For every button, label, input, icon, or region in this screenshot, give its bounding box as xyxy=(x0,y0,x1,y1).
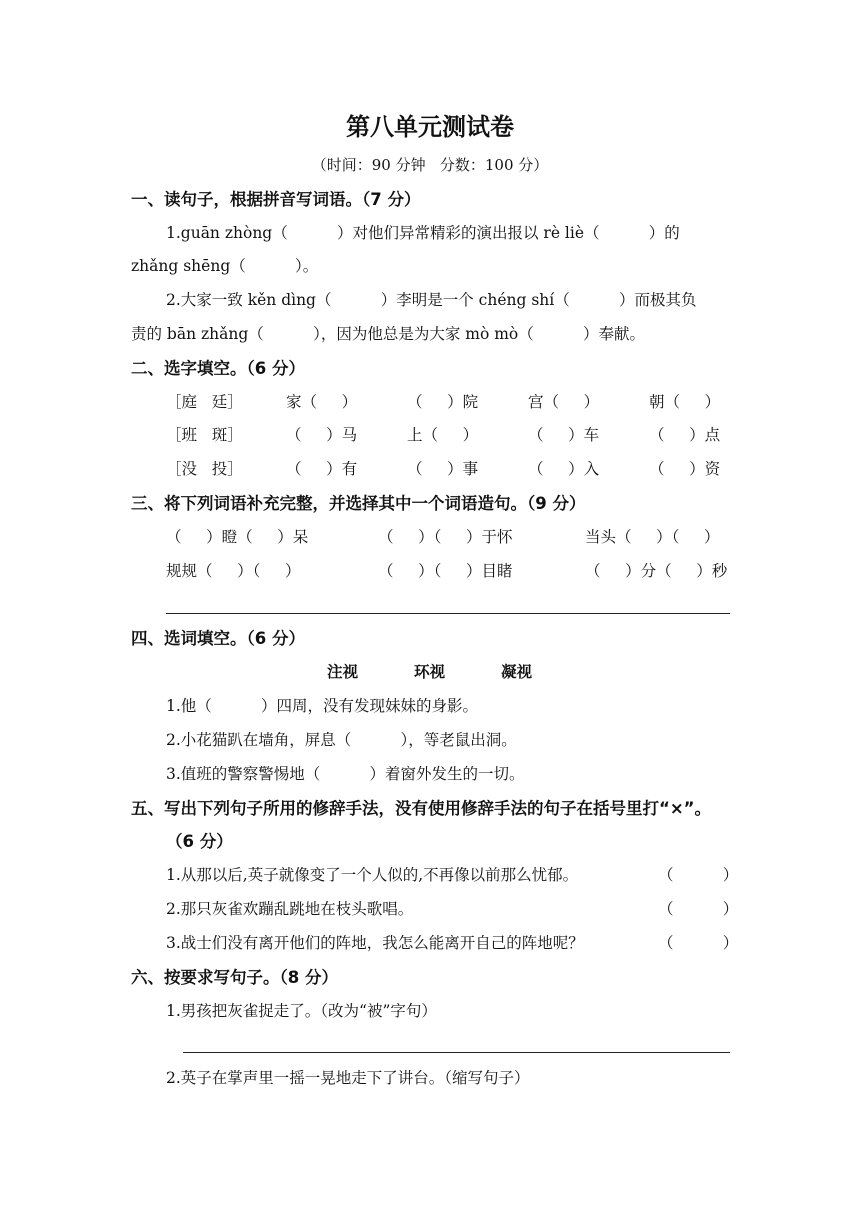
exam-info: （时间：90 分钟 分数：100 分） xyxy=(311,156,549,174)
s6-answer-line-1[interactable] xyxy=(183,1052,730,1053)
s1-line-4: 责的 bān zhǎng（ ），因为他总是为大家 mò mò（ ）奉献。 xyxy=(131,325,645,343)
s5-item-1: 1.从那以后,英子就像变了一个人似的,不再像以前那么忧郁。 xyxy=(166,866,579,884)
s3-idiom-2[interactable]: （ ）（ ）于怀 xyxy=(378,528,513,546)
s5-blank-1[interactable]: （ ） xyxy=(658,866,739,884)
s2-group-3: ［没 投］ xyxy=(166,460,243,478)
s6-item-2: 2.英子在掌声里一摇一晃地走下了讲台。（缩写句子） xyxy=(166,1069,530,1087)
s2-blank-3-3[interactable]: （ ）入 xyxy=(528,460,600,478)
page-title: 第八单元测试卷 xyxy=(346,113,514,141)
s3-idiom-6[interactable]: （ ）分（ ）秒 xyxy=(585,562,728,580)
s2-blank-2-3[interactable]: （ ）车 xyxy=(528,426,600,444)
s6-item-1: 1.男孩把灰雀捉走了。（改为“被”字句） xyxy=(166,1002,437,1020)
s4-word-2: 环视 xyxy=(414,663,446,681)
s4-item-3[interactable]: 3.值班的警察警惕地（ ）着窗外发生的一切。 xyxy=(166,765,525,783)
s2-blank-2-1[interactable]: （ ）马 xyxy=(286,426,358,444)
section-3-heading: 三、将下列词语补充完整，并选择其中一个词语造句。（9 分） xyxy=(131,494,586,513)
s1-line-2: zhǎng shēng（ ）。 xyxy=(131,257,319,275)
section-1-heading: 一、读句子，根据拼音写词语。（7 分） xyxy=(131,190,421,209)
s3-idiom-4[interactable]: 规规（ ）（ ） xyxy=(166,562,301,580)
s4-word-1: 注视 xyxy=(327,663,359,681)
s2-blank-3-4[interactable]: （ ）资 xyxy=(649,460,721,478)
s1-line-1: 1.guān zhòng（ ）对他们异常精彩的演出报以 rè liè（ ）的 xyxy=(166,224,680,242)
section-4-heading: 四、选词填空。（6 分） xyxy=(131,629,305,648)
s2-group-2: ［班 斑］ xyxy=(166,426,243,444)
s5-blank-2[interactable]: （ ） xyxy=(658,900,739,918)
s2-blank-1-3[interactable]: 宫（ ） xyxy=(528,393,600,411)
s4-item-1[interactable]: 1.他（ ）四周，没有发现妹妹的身影。 xyxy=(166,697,479,715)
s2-blank-1-2[interactable]: （ ）院 xyxy=(407,393,479,411)
s2-blank-1-4[interactable]: 朝（ ） xyxy=(649,393,721,411)
s3-answer-line[interactable] xyxy=(166,613,730,614)
s4-word-3: 凝视 xyxy=(501,663,533,681)
s2-blank-3-2[interactable]: （ ）事 xyxy=(407,460,479,478)
s2-blank-1-1[interactable]: 家（ ） xyxy=(286,393,358,411)
s2-blank-2-4[interactable]: （ ）点 xyxy=(649,426,721,444)
s2-blank-2-2[interactable]: 上（ ） xyxy=(407,426,479,444)
s2-group-1: ［庭 廷］ xyxy=(166,393,243,411)
s2-blank-3-1[interactable]: （ ）有 xyxy=(286,460,358,478)
section-6-heading: 六、按要求写句子。（8 分） xyxy=(131,968,338,987)
s5-item-3: 3.战士们没有离开他们的阵地，我怎么能离开自己的阵地呢？ xyxy=(166,934,584,952)
s3-idiom-1[interactable]: （ ）瞪（ ）呆 xyxy=(166,528,309,546)
s1-line-3: 2.大家一致 kěn dìng（ ）李明是一个 chéng shí（ ）而极其负 xyxy=(166,291,697,309)
s3-idiom-5[interactable]: （ ）（ ）目睹 xyxy=(378,562,513,580)
section-5-heading: 五、写出下列句子所用的修辞手法，没有使用修辞手法的句子在括号里打“×”。 xyxy=(131,799,712,818)
section-2-heading: 二、选字填空。（6 分） xyxy=(131,359,305,378)
s3-idiom-3[interactable]: 当头（ ）（ ） xyxy=(585,528,720,546)
s4-item-2[interactable]: 2.小花猫趴在墙角，屏息（ ），等老鼠出洞。 xyxy=(166,731,517,749)
s5-blank-3[interactable]: （ ） xyxy=(658,934,739,952)
s5-item-2: 2.那只灰雀欢蹦乱跳地在枝头歌唱。 xyxy=(166,900,414,918)
section-5-points: （6 分） xyxy=(166,832,233,851)
